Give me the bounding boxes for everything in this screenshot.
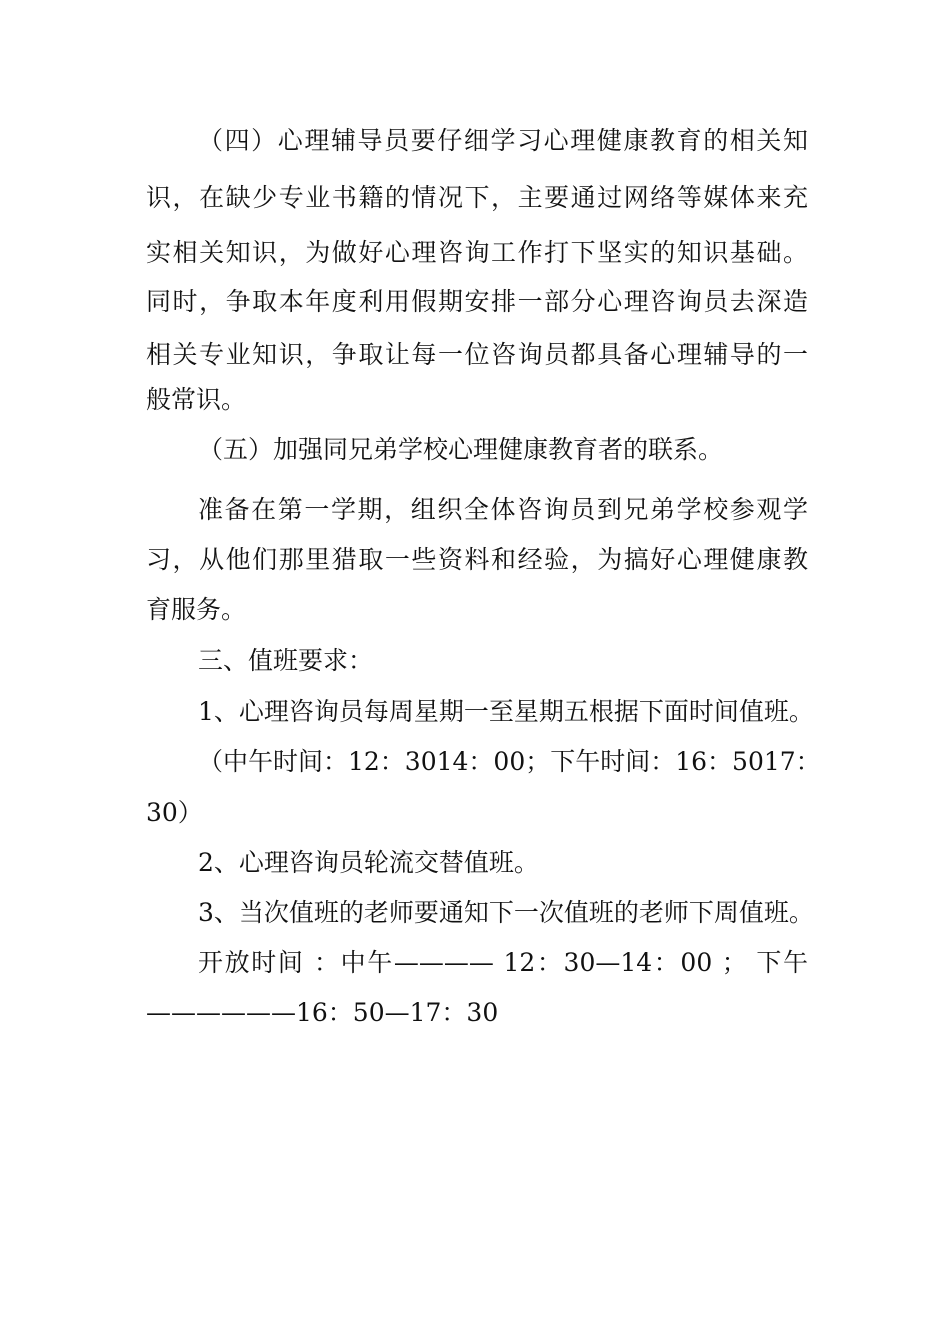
- paragraph-4-line-4: 同时，争取本年度利用假期安排一部分心理咨询员去深造: [146, 287, 808, 316]
- duty-times-line-1: （中午时间：12：3014：00；下午时间：16：5017：: [198, 747, 821, 776]
- paragraph-4-line-5: 相关专业知识，争取让每一位咨询员都具备心理辅导的一: [146, 340, 808, 369]
- paragraph-4-line-3: 实相关知识，为做好心理咨询工作打下坚实的知识基础。: [146, 238, 808, 267]
- section-3-heading: 三、值班要求：: [198, 646, 374, 675]
- duty-item-1: 1、心理咨询员每周星期一至星期五根据下面时间值班。: [198, 697, 814, 726]
- open-hours-line-2: ——————16：50—17：30: [146, 998, 499, 1027]
- open-hours-line-1: 开放时间 ：中午———— 12：30—14：00 ； 下午: [198, 948, 808, 977]
- paragraph-4-line-1: （四）心理辅导员要仔细学习心理健康教育的相关知: [198, 126, 808, 155]
- paragraph-5-body-line-1: 准备在第一学期，组织全体咨询员到兄弟学校参观学: [198, 495, 808, 524]
- paragraph-4-line-6: 般常识。: [146, 385, 247, 414]
- duty-item-2: 2、心理咨询员轮流交替值班。: [198, 848, 539, 877]
- duty-times-line-2: 30）: [146, 798, 203, 827]
- paragraph-4-line-2: 识，在缺少专业书籍的情况下，主要通过网络等媒体来充: [146, 183, 808, 212]
- paragraph-5-body-line-2: 习，从他们那里猎取一些资料和经验，为搞好心理健康教: [146, 545, 808, 574]
- duty-item-3: 3、当次值班的老师要通知下一次值班的老师下周值班。: [198, 898, 814, 927]
- paragraph-5-heading: （五）加强同兄弟学校心理健康教育者的联系。: [198, 435, 724, 464]
- paragraph-5-body-line-3: 育服务。: [146, 595, 247, 624]
